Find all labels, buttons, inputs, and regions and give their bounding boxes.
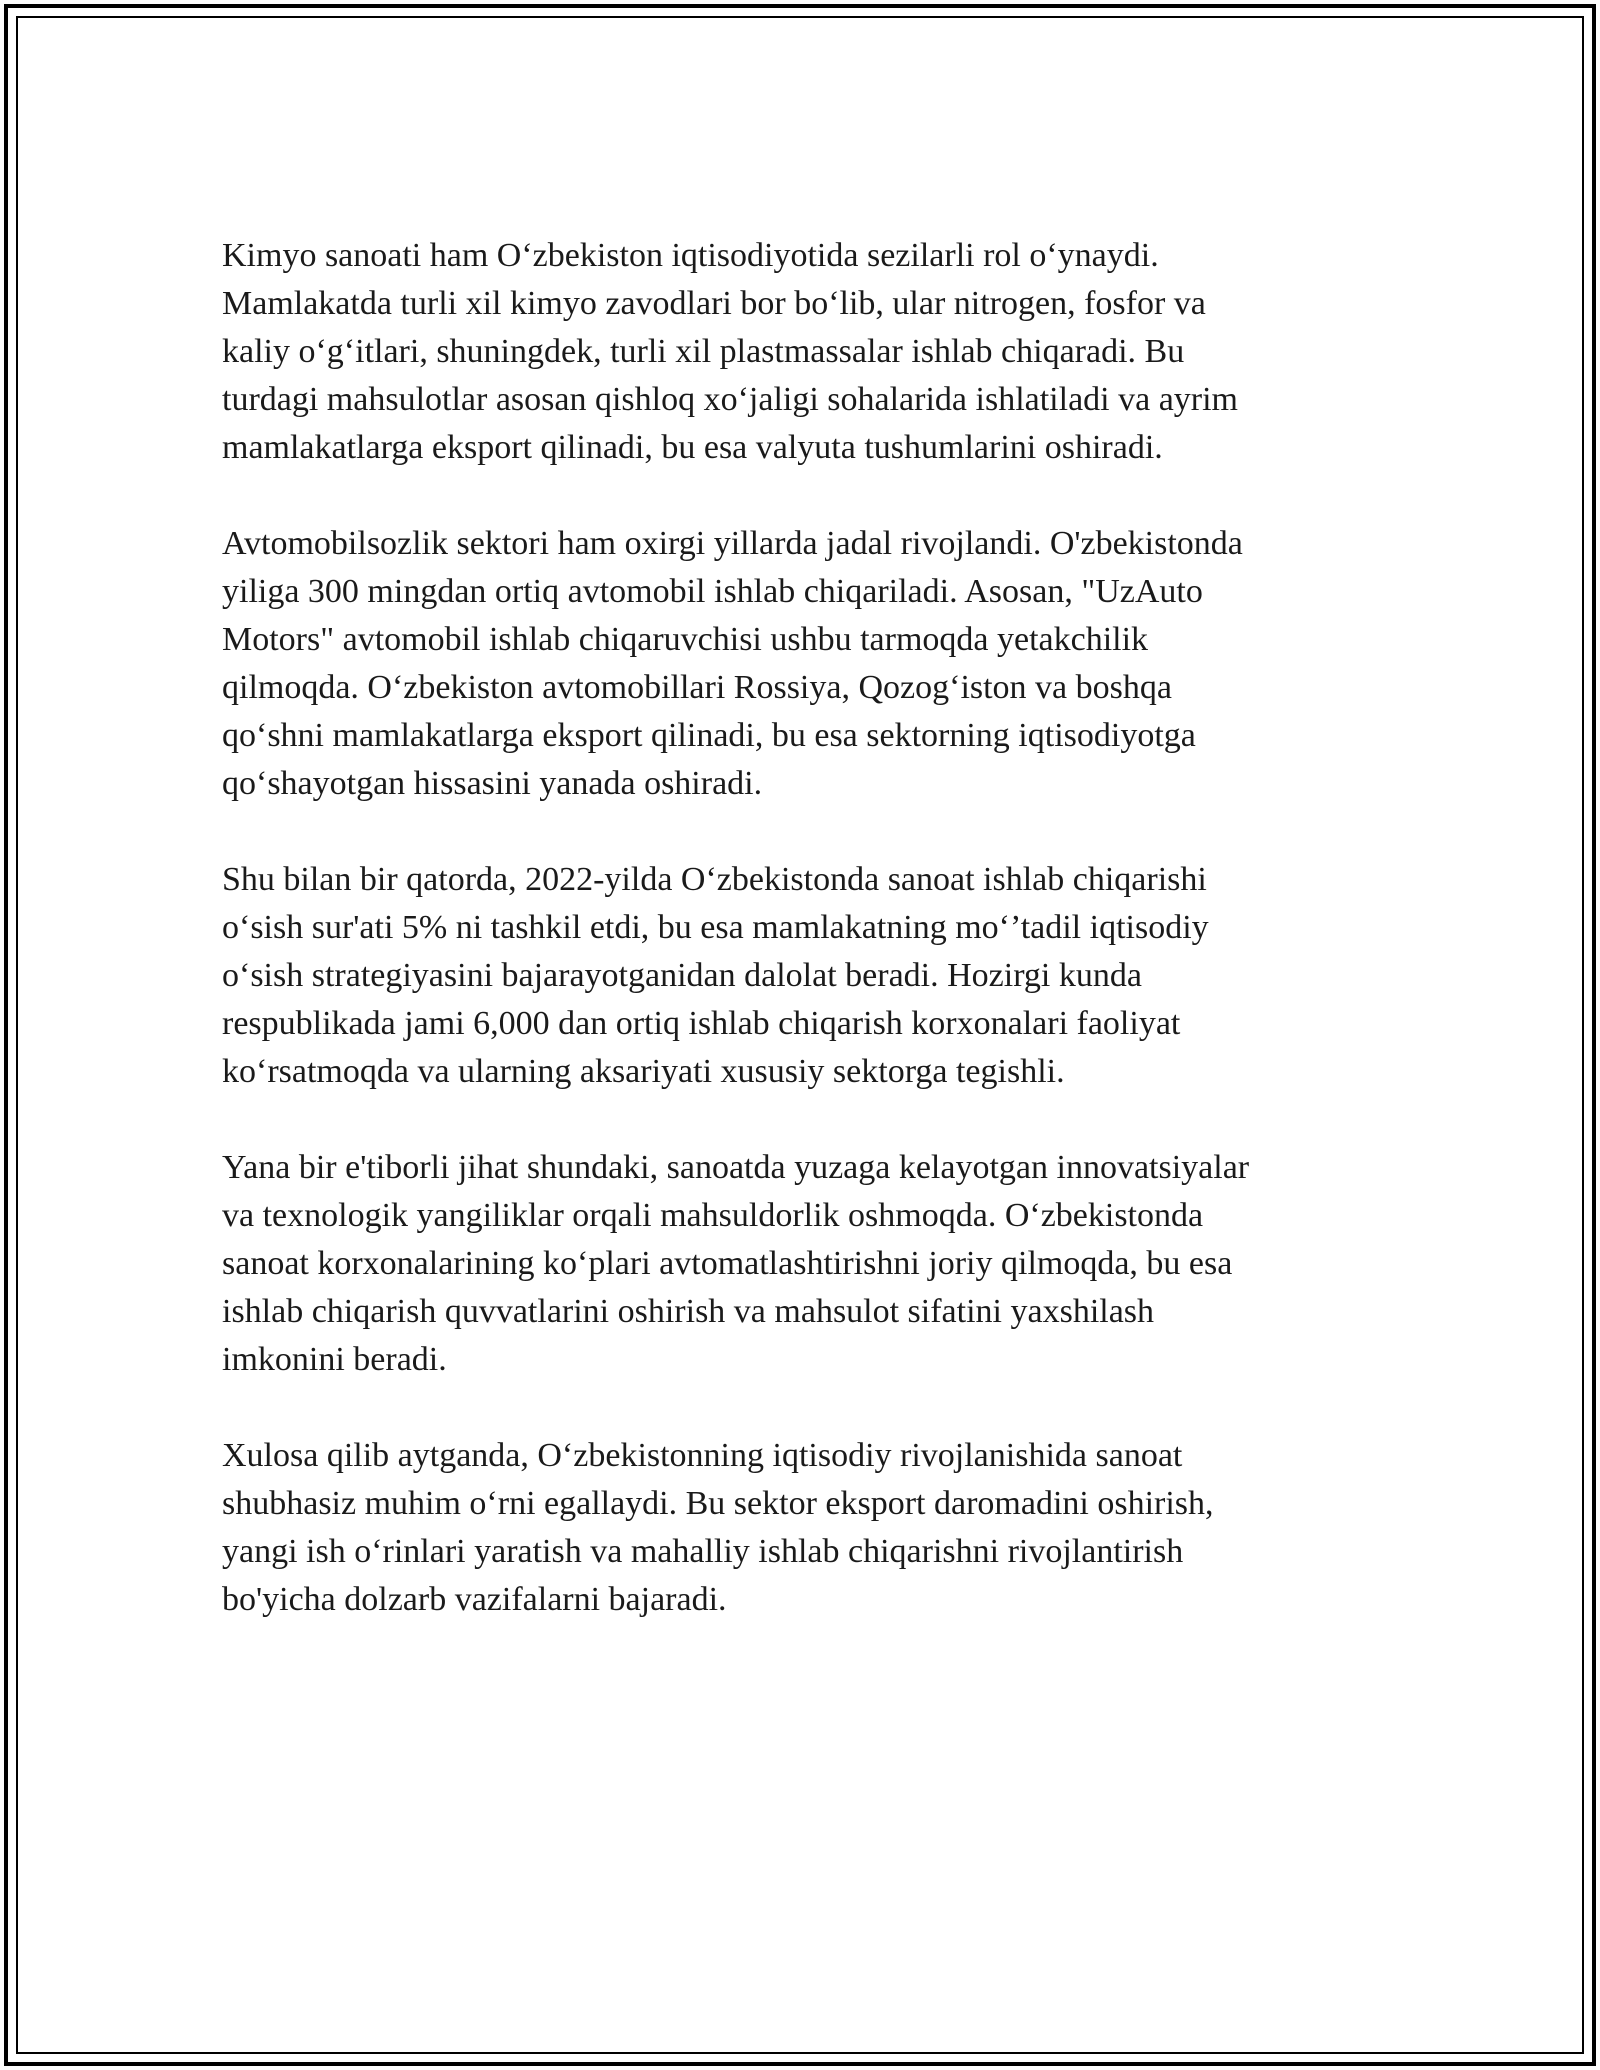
- paragraph-chemical-industry: Kimyo sanoati ham O‘zbekiston iqtisodiyotida sezilarli rol o‘ynaydi. Mamlakatda turli xil kimyo zavodlari bor bo‘lib, ular nitrogen, fosfor va kaliy o‘g‘itlari, shuningdek, turli xil plastmassalar ishlab chiqaradi. Bu turdagi mahsulotlar asosan qishloq xo‘jaligi sohalarida ishlatiladi va ayrim mamlakatlarga eksport qilinadi, bu esa valyuta tushumlarini oshiradi.: [222, 237, 1238, 466]
- paragraph-industrial-growth: Shu bilan bir qatorda, 2022-yilda O‘zbekistonda sanoat ishlab chiqarishi o‘sish sur'ati 5% ni tashkil etdi, bu esa mamlakatning mo‘’tadil iqtisodiy o‘sish strategiyasini bajarayotganidan dalolat beradi. Hozirgi kunda respublikada jami 6,000 dan ortiq ishlab chiqarish korxonalari faoliyat ko‘rsatmoqda va ularning aksariyati xususiy sektorga tegishli.: [222, 861, 1209, 1090]
- paragraph-conclusion: Xulosa qilib aytganda, O‘zbekistonning iqtisodiy rivojlanishida sanoat shubhasiz muhim o‘rni egallaydi. Bu sektor eksport daromadini oshirish, yangi ish o‘rinlari yaratish va mahalliy ishlab chiqarishni rivojlantirish bo'yicha dolzarb vazifalarni bajaradi.: [222, 1437, 1214, 1618]
- paragraph-automotive-sector: Avtomobilsozlik sektori ham oxirgi yillarda jadal rivojlandi. O'zbekistonda yiliga 300 mingdan ortiq avtomobil ishlab chiqariladi. Asosan, "UzAuto Motors" avtomobil ishlab chiqaruvchisi ushbu tarmoqda yetakchilik qilmoqda. O‘zbekiston avtomobillari Rossiya, Qozog‘iston va boshqa qo‘shni mamlakatlarga eksport qilinadi, bu esa sektorning iqtisodiyotga qo‘shayotgan hissasini yanada oshiradi.: [222, 525, 1243, 802]
- document-body: [222, 232, 1362, 1672]
- paragraph-innovation: Yana bir e'tiborli jihat shundaki, sanoatda yuzaga kelayotgan innovatsiyalar va texnologik yangiliklar orqali mahsuldorlik oshmoqda. O‘zbekistonda sanoat korxonalarining ko‘plari avtomatlashtirishni joriy qilmoqda, bu esa ishlab chiqarish quvvatlarini oshirish va mahsulot sifatini yaxshilash imkonini beradi.: [222, 1149, 1250, 1378]
